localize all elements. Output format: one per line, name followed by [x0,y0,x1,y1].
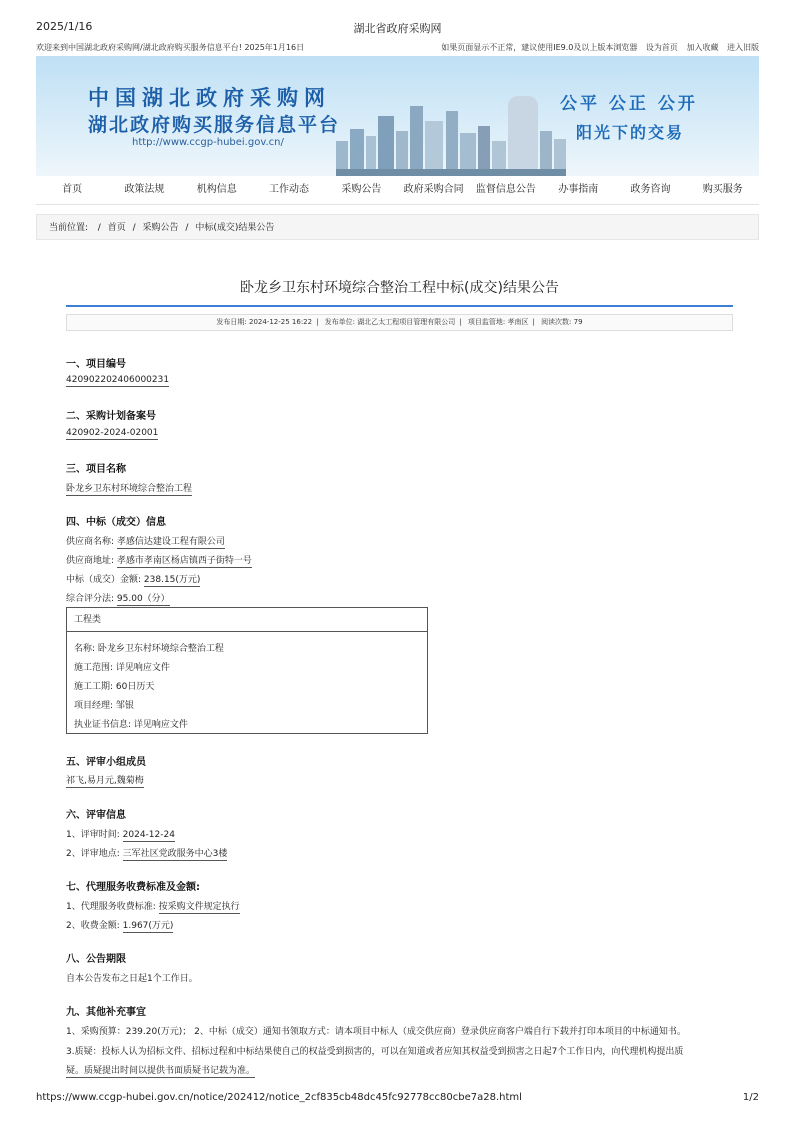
supplier-name: 孝感信达建设工程有限公司 [116,537,225,547]
favorite-link[interactable]: 加入收藏 [686,43,719,52]
publish-date: 发布日期: 2024-12-25 16:22 [216,318,313,326]
bid-amount: 238.15(万元) [143,575,201,585]
review-place-label: 2、评审地点: [66,849,120,859]
page-number: 1/2 [742,1092,759,1103]
section-heading: 八、公告期限 [66,954,126,965]
slogan-primary: 公平 公正 公开 [560,94,698,114]
section-heading: 九、其他补充事宜 [66,1007,146,1018]
view-count: 阅读次数: 79 [541,318,583,326]
page-title: 卧龙乡卫东村环境综合整治工程中标(成交)结果公告 [240,280,559,296]
section-heading: 五、评审小组成员 [66,757,146,768]
notice-period: 自本公告发布之日起1个工作日。 [66,974,198,984]
supplement-line: 3.质疑：投标人认为招标文件、招标过程和中标结果使自己的权益受到损害的，可以在知道或者应知其权益受到损害之日起7个工作日内，向代理机构提出质 [66,1047,684,1057]
site-name: 中国湖北政府采购网 [88,85,331,110]
site-subtitle: 湖北政府购买服务信息平台 [88,114,341,136]
district: 项目监管地: 孝南区 [467,318,529,326]
breadcrumb: 当前位置: / 首页 / 采购公告 / 中标(成交)结果公告 [36,214,759,240]
city-skyline-image [336,81,566,176]
table-row: 执业证书信息: 详见响应文件 [74,720,188,730]
table-row: 名称: 卧龙乡卫东村环境综合整治工程 [74,644,224,654]
nav-item-supervision[interactable]: 监督信息公告 [475,184,536,195]
print-url: https://www.ccgp-hubei.gov.cn/notice/202412/notice_2cf835cb48dc45fc92778cc80cbe7a28.html [36,1092,522,1103]
review-time: 2024-12-24 [122,830,175,840]
publisher: 发布单位: 湖北乙太工程项目管理有限公司 [324,318,456,326]
section-heading: 一、项目编号 [66,359,126,370]
nav-item-news[interactable]: 工作动态 [269,184,310,195]
nav-item-guide[interactable]: 办事指南 [558,184,599,195]
project-name: 卧龙乡卫东村环境综合整治工程 [66,484,193,494]
top-bar [36,42,759,53]
nav-item-contracts[interactable]: 政府采购合同 [403,184,464,195]
nav-item-procurement[interactable]: 采购公告 [341,184,382,195]
nav-item-agencies[interactable]: 机构信息 [196,184,237,195]
nav-item-policy[interactable]: 政策法规 [124,184,165,195]
site-url: http://www.ccgp-hubei.gov.cn/ [132,137,284,148]
score-label: 综合评分法: [66,594,115,604]
fee-amount-label: 2、收费金额: [66,921,120,931]
fee-standard-label: 1、代理服务收费标准: [66,902,156,912]
top-links [435,42,759,53]
browser-notice: 如果页面显示不正常，建议使用IE9.0及以上版本浏览器 [441,43,638,52]
project-number: 420902202406000231 [66,375,170,385]
print-date: 2025/1/16 [36,20,93,33]
welcome-text: 欢迎来到中国湖北政府采购网/湖北政府购买服务信息平台! 2025年1月16日 [36,43,305,52]
nav-item-consult[interactable]: 政务咨询 [630,184,671,195]
supplier-address-label: 供应商地址: [66,556,115,566]
breadcrumb-home[interactable]: 首页 [107,223,126,233]
supplier-address: 孝感市孝南区杨店镇西子街特一号 [116,556,252,566]
section-heading: 二、采购计划备案号 [66,411,156,422]
plan-number: 420902-2024-02001 [66,428,159,438]
fee-amount: 1.967(万元) [122,921,174,931]
old-version-link[interactable]: 进入旧版 [727,43,759,52]
table-row: 施工范围: 详见响应文件 [74,663,170,673]
section-heading: 四、中标（成交）信息 [66,517,166,528]
breadcrumb-label: 当前位置: [49,223,89,233]
section-heading: 六、评审信息 [66,810,126,821]
breadcrumb-current[interactable]: 中标(成交)结果公告 [195,223,275,233]
table-header: 工程类 [67,608,427,632]
bid-amount-label: 中标（成交）金额: [66,575,142,585]
review-place: 三军社区党政服务中心3楼 [122,849,228,859]
table-row: 项目经理: 邹银 [74,701,134,711]
engineering-table [66,607,428,734]
table-row: 施工工期: 60日历天 [74,682,155,692]
nav-item-services[interactable]: 购买服务 [702,184,743,195]
review-members: 祁飞,易月元,魏菊梅 [66,776,144,786]
review-time-label: 1、评审时间: [66,830,120,840]
main-nav [36,178,759,205]
site-banner [36,56,759,176]
section-heading: 七、代理服务收费标准及金额: [66,882,200,893]
supplement-line: 疑。质疑提出时间以提供书面质疑书记载为准。 [66,1066,256,1076]
breadcrumb-procurement[interactable]: 采购公告 [142,223,179,233]
set-home-link[interactable]: 设为首页 [645,43,678,52]
nav-item-home[interactable]: 首页 [62,184,83,195]
supplier-name-label: 供应商名称: [66,537,115,547]
supplement-line: 1、采购预算：239.20(万元)； 2、中标（成交）通知书领取方式：请本项目中标人（成交供应商）登录供应商客户端自行下载并打印本项目的中标通知书。 [66,1027,686,1037]
fee-standard: 按采购文件规定执行 [158,902,240,912]
print-title: 湖北省政府采购网 [353,22,442,35]
score-value: 95.00（分） [116,594,170,604]
title-divider [66,305,733,307]
section-heading: 三、项目名称 [66,464,126,475]
notice-meta: 发布日期: 2024-12-25 16:22 | 发布单位: 湖北乙太工程项目管理有限公司 | 项目监管地: 孝南区 | 阅读次数: 79 [66,314,733,331]
slogan-secondary: 阳光下的交易 [576,123,685,142]
